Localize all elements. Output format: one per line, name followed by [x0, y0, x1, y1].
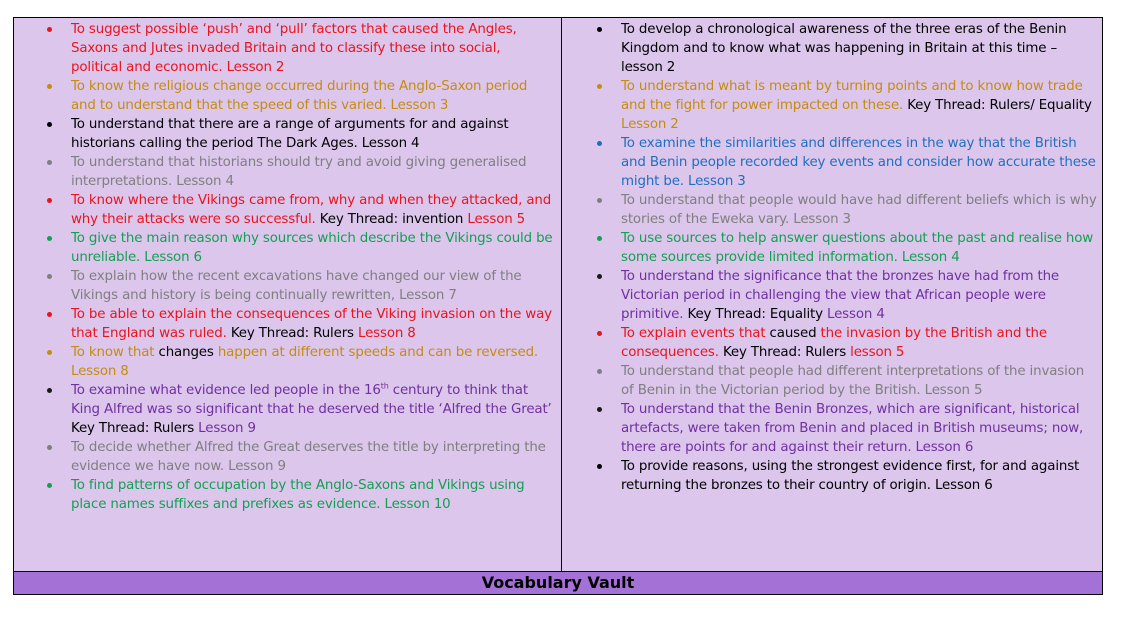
- bullet-icon: [47, 388, 52, 393]
- bullet-icon: [597, 236, 602, 241]
- objective-item: [47, 438, 555, 476]
- objective-text: To know where the Vikings came from, why and when they attacked, and why their attacks were so successful.: [71, 193, 552, 227]
- objective-text: To know the religious change occurred during the Anglo-Saxon period and to understand that the speed of this varied. Lesson 3: [71, 79, 528, 113]
- key-thread-label: Key Thread: Rulers: [230, 326, 354, 341]
- objective-text: To suggest possible ‘push’ and ‘pull’ factors that caused the Angles, Saxons and Jutes invaded Britain and to classify these into social, political and economic. Lesson 2: [71, 22, 517, 75]
- bullet-icon: [47, 84, 52, 89]
- emphasis-word: caused: [769, 326, 817, 341]
- objective-text: Lesson 8: [353, 326, 416, 341]
- objectives-table: [13, 17, 1103, 595]
- objective-item: [47, 305, 555, 343]
- key-thread-label: Key Thread: Rulers: [71, 421, 195, 436]
- bullet-icon: [597, 407, 602, 412]
- objective-item: [47, 267, 555, 305]
- objective-text: To examine the similarities and differences in the way that the British and Benin people recorded key events and consider how accurate these might be. Lesson 3: [621, 136, 1096, 189]
- objective-text: happen at different speeds and can be reversed. Lesson 8: [71, 345, 539, 379]
- key-thread-label: Key Thread: Equality: [687, 307, 823, 322]
- objective-item: [597, 229, 1097, 267]
- bullet-icon: [597, 141, 602, 146]
- bullet-icon: [597, 27, 602, 32]
- key-thread-label: Key Thread: invention: [319, 212, 464, 227]
- objective-item: [47, 381, 555, 438]
- bullet-icon: [597, 198, 602, 203]
- objective-item: [597, 20, 1097, 77]
- objective-item: [47, 77, 555, 115]
- bullet-icon: [47, 27, 52, 32]
- bullet-icon: [47, 122, 52, 127]
- right-column-benin: [562, 18, 1102, 572]
- objective-text: To understand that historians should try and avoid giving generalised interpretations. Lesson 4: [71, 155, 527, 189]
- emphasis-word: changes: [158, 345, 214, 360]
- objective-text: To understand that people would have had different beliefs which is why stories of the Eweka vary. Lesson 3: [621, 193, 1097, 227]
- objective-text: To explain how the recent excavations have changed our view of the Vikings and history is being continually rewritten, Lesson 7: [71, 269, 522, 303]
- bullet-icon: [47, 350, 52, 355]
- objective-text: To understand that the Benin Bronzes, which are significant, historical artefacts, were taken from Benin and placed in British museums; now, there are points for and against their return. Lesson 6: [621, 402, 1084, 455]
- bullet-icon: [47, 312, 52, 317]
- objective-item: [597, 267, 1097, 324]
- objective-text: To understand the significance that the bronzes have had from the Victorian period in challenging the view that African people were primitive.: [621, 269, 1060, 322]
- bullet-icon: [597, 274, 602, 279]
- objective-text: Lesson 5: [463, 212, 526, 227]
- objective-text: To provide reasons, using the strongest evidence first, for and against returning the bronzes to their country of origin. Lesson 6: [621, 459, 1080, 493]
- objective-text: Lesson 9: [194, 421, 256, 436]
- objective-item: [597, 324, 1097, 362]
- objective-text: century to think that King Alfred was so significant that he deserved the title ‘Alfred the Great’: [71, 383, 552, 417]
- objective-item: [597, 400, 1097, 457]
- objective-text: the invasion by the British and the consequences.: [621, 326, 1047, 360]
- objective-text: Lesson 4: [822, 307, 885, 322]
- objective-text: To use sources to help answer questions about the past and realise how some sources provide limited information. Lesson 4: [621, 231, 1094, 265]
- objective-item: [597, 77, 1097, 134]
- objective-item: [597, 362, 1097, 400]
- bullet-icon: [47, 198, 52, 203]
- left-objectives-list: [47, 20, 555, 514]
- objective-item: [47, 191, 555, 229]
- objective-item: [47, 20, 555, 77]
- right-objectives-list: [597, 20, 1097, 495]
- bullet-icon: [47, 274, 52, 279]
- objective-text: Lesson 2: [621, 117, 679, 132]
- bullet-icon: [597, 84, 602, 89]
- bullet-icon: [47, 236, 52, 241]
- bullet-icon: [597, 464, 602, 469]
- objective-text: To understand what is meant by turning points and to know how trade and the fight for power impacted on these.: [621, 79, 1083, 113]
- key-thread-label: Key Thread: Rulers: [722, 345, 847, 360]
- objective-text: To decide whether Alfred the Great deserves the title by interpreting the evidence we have now. Lesson 9: [71, 440, 546, 474]
- objective-item: [597, 191, 1097, 229]
- objective-text: To find patterns of occupation by the Anglo-Saxons and Vikings using place names suffixes and prefixes as evidence. Lesson 10: [71, 478, 525, 512]
- bullet-icon: [47, 445, 52, 450]
- objective-item: [47, 153, 555, 191]
- bullet-icon: [597, 369, 602, 374]
- bullet-icon: [47, 160, 52, 165]
- objective-text: To understand that people had different interpretations of the invasion of Benin in the Victorian period by the British. Lesson 5: [621, 364, 1085, 398]
- bullet-icon: [47, 483, 52, 488]
- vocabulary-vault-header: Vocabulary Vault: [14, 571, 1102, 594]
- objective-text: th: [380, 381, 389, 391]
- objective-text: To be able to explain the consequences of the Viking invasion on the way that England was ruled.: [71, 307, 552, 341]
- objective-text: To examine what evidence led people in the 16: [71, 383, 381, 398]
- objective-text: To know that: [71, 345, 159, 360]
- left-column-anglo-saxons-vikings: [14, 18, 562, 572]
- objective-item: [47, 115, 555, 153]
- objective-text: lesson 5: [846, 345, 905, 360]
- objective-item: [47, 343, 555, 381]
- objective-text: To explain events that: [621, 326, 770, 341]
- objective-text: To give the main reason why sources which describe the Vikings could be unreliable. Lesson 6: [71, 231, 553, 265]
- bullet-icon: [597, 331, 602, 336]
- objective-text: To develop a chronological awareness of the three eras of the Benin Kingdom and to know what was happening in Britain at this time – lesson 2: [621, 22, 1067, 75]
- objective-item: [47, 476, 555, 514]
- objective-item: [597, 457, 1097, 495]
- objective-item: [47, 229, 555, 267]
- objective-item: [597, 134, 1097, 191]
- key-thread-label: Key Thread: Rulers/ Equality: [907, 98, 1092, 113]
- objective-text: To understand that there are a range of arguments for and against historians calling the period The Dark Ages. Lesson 4: [71, 117, 509, 151]
- objectives-columns: [14, 18, 1102, 572]
